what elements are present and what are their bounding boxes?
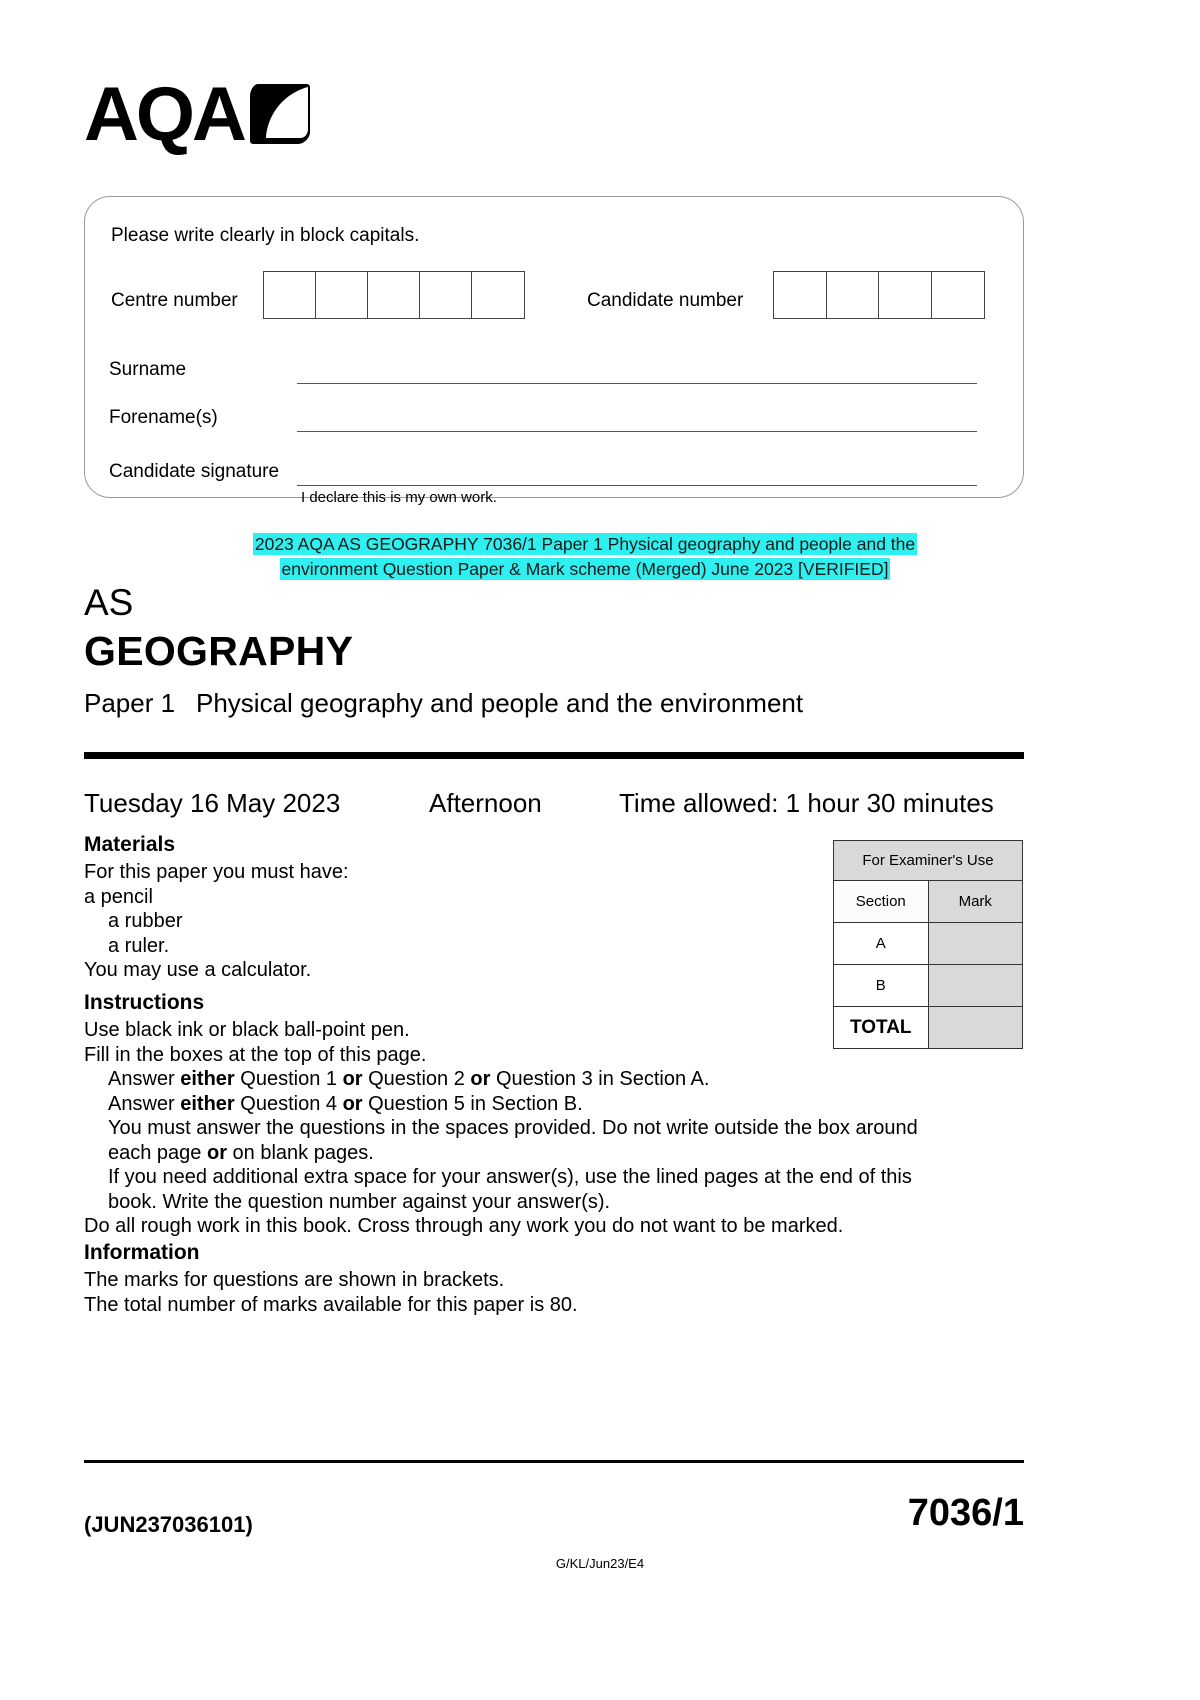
aqa-logo bbox=[84, 72, 312, 157]
examiner-table-header: For Examiner's Use bbox=[834, 841, 1023, 881]
instruction-line-indented: You must answer the questions in the spaces provided. Do not write outside the box around each page or on blank pages. bbox=[108, 1117, 918, 1164]
exam-time-allowed: Time allowed: 1 hour 30 minutes bbox=[619, 788, 994, 818]
surname-label: Surname bbox=[109, 359, 187, 380]
table-row bbox=[834, 841, 1023, 881]
divider-top bbox=[84, 752, 1024, 759]
instruction-line: Use black ink or black ball-point pen. bbox=[84, 1019, 410, 1041]
subject-title: GEOGRAPHY bbox=[84, 628, 354, 674]
materials-item: a ruler. bbox=[108, 934, 170, 957]
barcode-reference: (JUN237036101) bbox=[84, 1512, 253, 1537]
instruction-final-line: Do all rough work in this book. Cross through any work you do not want to be marked. bbox=[84, 1215, 844, 1237]
section-a-mark-cell[interactable] bbox=[928, 923, 1023, 965]
candidate-details-box bbox=[84, 196, 1024, 506]
block-capitals-instruction: Please write clearly in block capitals. bbox=[111, 225, 420, 246]
materials-body bbox=[84, 860, 584, 983]
instructions-heading: Instructions bbox=[84, 991, 205, 1014]
forename-input-line[interactable] bbox=[297, 431, 977, 432]
candidate-number-cell[interactable] bbox=[932, 272, 985, 318]
table-row bbox=[834, 881, 1023, 923]
divider-bottom bbox=[84, 1460, 1024, 1463]
information-line: The marks for questions are shown in brackets. bbox=[84, 1269, 505, 1291]
paper-name-label: Physical geography and people and the environment bbox=[196, 688, 804, 718]
calculator-note: You may use a calculator. bbox=[84, 959, 312, 981]
leaf-mark-icon bbox=[248, 82, 312, 151]
centre-number-cell[interactable] bbox=[472, 272, 524, 318]
aqa-logo-text: AQA bbox=[84, 72, 244, 157]
centre-number-label: Centre number bbox=[111, 290, 238, 311]
print-reference: G/KL/Jun23/E4 bbox=[555, 1556, 645, 1571]
highlighted-document-banner bbox=[190, 532, 980, 582]
instruction-line: Fill in the boxes at the top of this page. bbox=[84, 1043, 427, 1066]
total-mark-cell[interactable] bbox=[928, 1007, 1023, 1049]
total-label: TOTAL bbox=[834, 1007, 929, 1049]
candidate-number-cell[interactable] bbox=[774, 272, 827, 318]
instruction-line-indented: If you need additional extra space for your answer(s), use the lined pages at the end of this book. Write the question number against your answer(s). bbox=[108, 1166, 912, 1213]
candidate-signature-line[interactable] bbox=[297, 485, 977, 486]
candidate-number-cell[interactable] bbox=[827, 272, 880, 318]
materials-item: a pencil bbox=[84, 885, 153, 908]
candidate-number-label: Candidate number bbox=[587, 290, 744, 311]
surname-input-line[interactable] bbox=[297, 383, 977, 384]
centre-number-cell[interactable] bbox=[316, 272, 368, 318]
candidate-number-input[interactable] bbox=[773, 271, 985, 319]
centre-number-cell[interactable] bbox=[368, 272, 420, 318]
materials-heading: Materials bbox=[84, 833, 176, 856]
declaration-text: I declare this is my own work. bbox=[301, 489, 497, 506]
exam-session: Afternoon bbox=[429, 788, 542, 818]
banner-line-2: environment Question Paper & Mark scheme (Merged) June 2023 [VERIFIED] bbox=[281, 559, 889, 579]
instruction-line-indented: Answer either Question 1 or Question 2 or Question 3 in Section A. bbox=[108, 1068, 710, 1090]
materials-item: a rubber bbox=[108, 910, 183, 932]
instructions-body bbox=[84, 1018, 954, 1239]
section-b-mark-cell[interactable] bbox=[928, 965, 1023, 1007]
instruction-line-indented: Answer either Question 4 or Question 5 in Section B. bbox=[108, 1092, 583, 1115]
column-header-mark: Mark bbox=[928, 881, 1023, 923]
column-header-section: Section bbox=[834, 881, 929, 923]
paper-line bbox=[84, 688, 803, 719]
information-heading: Information bbox=[84, 1241, 200, 1264]
paper-code: 7036/1 bbox=[907, 1492, 1024, 1534]
qualification-level: AS bbox=[84, 582, 134, 623]
information-body bbox=[84, 1268, 954, 1317]
exam-date: Tuesday 16 May 2023 bbox=[84, 788, 341, 818]
candidate-signature-label: Candidate signature bbox=[109, 461, 280, 482]
paper-number-label: Paper 1 bbox=[84, 688, 176, 718]
section-b-label: B bbox=[834, 965, 929, 1007]
centre-number-cell[interactable] bbox=[264, 272, 316, 318]
materials-intro: For this paper you must have: bbox=[84, 861, 349, 883]
table-row bbox=[834, 923, 1023, 965]
forename-label: Forename(s) bbox=[109, 407, 218, 428]
information-line: The total number of marks available for this paper is 80. bbox=[84, 1293, 578, 1316]
table-row bbox=[834, 965, 1023, 1007]
candidate-number-cell[interactable] bbox=[879, 272, 932, 318]
banner-line-1: 2023 AQA AS GEOGRAPHY 7036/1 Paper 1 Physical geography and people and the bbox=[254, 534, 916, 554]
examiner-use-table bbox=[833, 840, 1023, 1049]
section-a-label: A bbox=[834, 923, 929, 965]
centre-number-input[interactable] bbox=[263, 271, 525, 319]
centre-number-cell[interactable] bbox=[420, 272, 472, 318]
table-row bbox=[834, 1007, 1023, 1049]
